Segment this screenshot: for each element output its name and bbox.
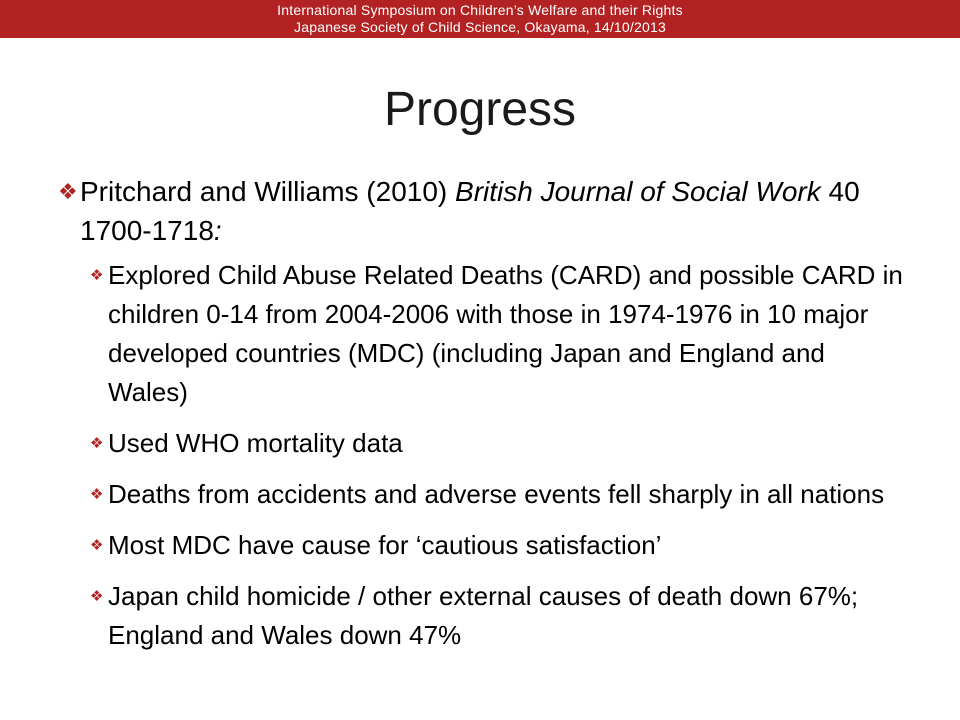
main-bullet-citation: 40 1700-1718 (80, 176, 860, 246)
main-bullet-colon: : (213, 215, 222, 246)
main-bullet-authors: Pritchard and Williams (2010) (80, 176, 456, 207)
sub-bullet-text: Used WHO mortality data (108, 428, 403, 458)
slide-title: Progress (383, 83, 577, 136)
diamond-bullet-icon: ❖ (90, 588, 104, 605)
diamond-bullet-icon: ❖ (90, 486, 104, 503)
header-line-1: International Symposium on Children’s Welfare and their Rights (277, 2, 683, 18)
diamond-bullet-icon: ❖ (58, 179, 78, 204)
sub-bullet-text: Japan child homicide / other external causes of death down 67%; England and Wales down 47% (108, 581, 859, 650)
sub-bullet-item (86, 577, 908, 655)
sub-bullet-item (86, 256, 908, 412)
diamond-bullet-icon: ❖ (90, 267, 104, 284)
sub-bullet-text: Explored Child Abuse Related Deaths (CARD) and possible CARD in children 0-14 from 2004-2006 with those in 1974-1976 in 10 major developed countries (MDC) (including Japan and England and Wales) (108, 260, 903, 407)
header-bar (0, 0, 960, 38)
sub-bullet-text: Most MDC have cause for ‘cautious satisfaction’ (108, 530, 662, 560)
sub-bullet-text: Deaths from accidents and adverse events fell sharply in all nations (108, 479, 885, 509)
sub-bullet-item (86, 526, 908, 565)
main-bullet-journal: British Journal of Social Work (455, 176, 821, 207)
header-line-2: Japanese Society of Child Science, Okayama, 14/10/2013 (294, 19, 666, 35)
sub-bullet-item (86, 475, 908, 514)
diamond-bullet-icon: ❖ (90, 537, 104, 554)
main-bullet-item (58, 172, 908, 250)
sub-bullet-item (86, 424, 908, 463)
diamond-bullet-icon: ❖ (90, 435, 104, 452)
slide-content (58, 172, 908, 655)
